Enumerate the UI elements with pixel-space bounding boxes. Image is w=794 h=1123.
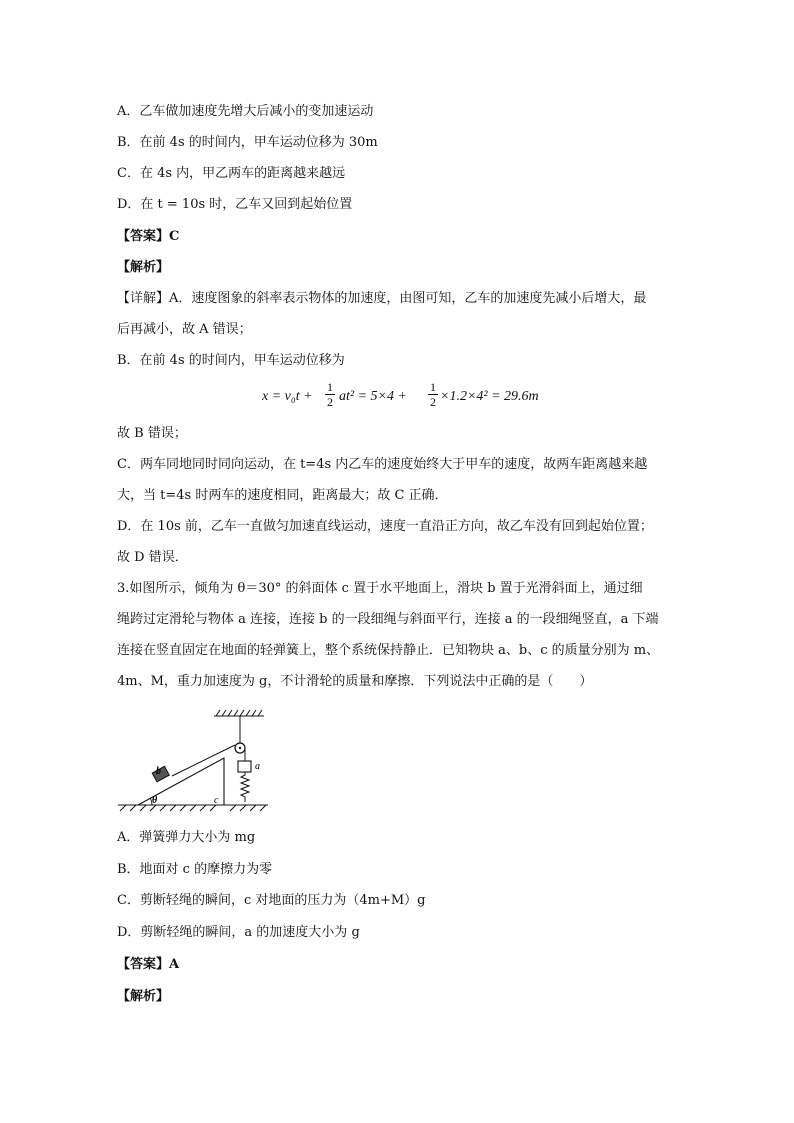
- formula-fraction-1: [325, 380, 335, 409]
- incline-pulley-figure: [118, 708, 278, 812]
- option-c-prev: C．在 4s 内，甲乙两车的距离越来越远: [117, 166, 346, 181]
- spring: [241, 772, 249, 802]
- option-a-prev: A．乙车做加速度先增大后减小的变加速运动: [117, 104, 374, 119]
- incline-c: [138, 758, 224, 805]
- option-d-prev: D．在 t = 10s 时，乙车又回到起始位置: [117, 197, 353, 212]
- fraction-denominator: 2: [430, 395, 436, 409]
- fraction-numerator: 1: [430, 380, 436, 394]
- detail-after-3: 大，当 t=4s 时两车的速度相同，距离最大；故 C 正确．: [117, 488, 448, 503]
- option-b-prev: B．在前 4s 的时间内，甲车运动位移为 30m: [117, 135, 378, 150]
- formula-lhs: x = v₀t +: [262, 389, 313, 404]
- ground: [118, 805, 268, 811]
- option-b-q3: B．地面对 c 的摩擦力为零: [117, 862, 273, 877]
- analysis-label-q3: 【解析】: [117, 989, 170, 1004]
- detail-line-2: 后再减小，故 A 错误；: [117, 322, 252, 337]
- detail-after-5: 故 D 错误．: [117, 550, 188, 565]
- rope-b: [172, 745, 235, 776]
- formula-tail: ×1.2×4² = 29.6m: [440, 389, 539, 404]
- question-3-line-1: 3.如图所示，倾角为 θ＝30° 的斜面体 c 置于水平地面上，滑块 b 置于光滑斜面上，通过细: [117, 581, 643, 596]
- detail-after-2: C．两车同地同时同向运动，在 t=4s 内乙车的速度始终大于甲车的速度，故两车距离越来越: [117, 457, 648, 472]
- pulley-axle: [239, 747, 241, 749]
- option-c-q3: C．剪断轻绳的瞬间，c 对地面的压力为（4m+M）g: [117, 893, 426, 908]
- block-a: [238, 761, 251, 772]
- answer-prev: 【答案】C: [117, 229, 180, 244]
- analysis-label-prev: 【解析】: [117, 260, 170, 275]
- question-3-line-4: 4m、M，重力加速度为 g，不计滑轮的质量和摩擦．下列说法中正确的是（ ）: [117, 674, 593, 689]
- detail-line-3: B．在前 4s 的时间内，甲车运动位移为: [117, 353, 345, 368]
- question-3-line-2: 绳跨过定滑轮与物体 a 连接，连接 b 的一段细绳与斜面平行，连接 a 的一段细绳竖直，a 下端: [117, 612, 659, 627]
- fraction-numerator: 1: [327, 380, 333, 394]
- ceiling: [214, 710, 264, 716]
- option-d-q3: D．剪断轻绳的瞬间，a 的加速度大小为 g: [117, 925, 360, 940]
- detail-line-1: 【详解】A．速度图象的斜率表示物体的加速度，由图可知，乙车的加速度先减小后增大，最: [117, 291, 647, 306]
- fraction-denominator: 2: [327, 395, 333, 409]
- label-theta: θ: [152, 795, 158, 806]
- answer-q3: 【答案】A: [117, 957, 180, 972]
- detail-after-1: 故 B 错误；: [117, 426, 187, 441]
- label-c: c: [214, 795, 219, 806]
- formula-fraction-2: [428, 380, 438, 409]
- formula-mid: at² = 5×4 +: [339, 389, 407, 404]
- label-b: b: [156, 766, 161, 777]
- question-3-line-3: 连接在竖直固定在地面的轻弹簧上，整个系统保持静止．已知物块 a、b、c 的质量分别为 m、: [117, 643, 660, 658]
- detail-after-4: D．在 10s 前，乙车一直做匀加速直线运动，速度一直沿正方向，故乙车没有回到起始位置；: [117, 519, 653, 534]
- label-a: a: [255, 761, 260, 772]
- option-a-q3: A．弹簧弹力大小为 mg: [117, 830, 256, 845]
